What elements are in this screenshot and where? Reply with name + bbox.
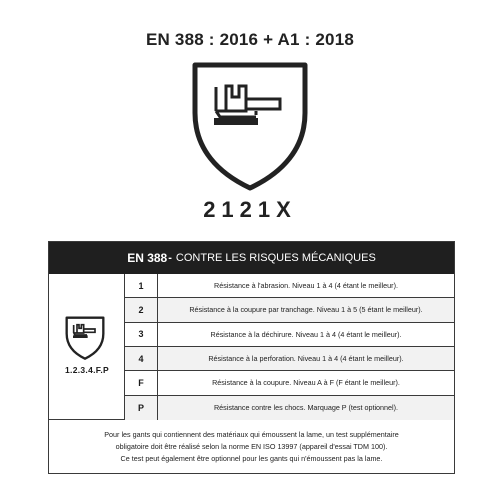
legend-code: 1.2.3.4.F.P bbox=[65, 365, 109, 375]
table-rows bbox=[49, 274, 454, 420]
table-row bbox=[125, 298, 454, 322]
row-description: Résistance à la déchirure. Niveau 1 à 4 (4 étant le meilleur). bbox=[210, 329, 402, 339]
mechanical-risk-hammer-icon bbox=[65, 316, 105, 360]
row-code: 4 bbox=[125, 347, 158, 370]
row-code: F bbox=[125, 371, 158, 394]
row-description: Résistance à l'abrasion. Niveau 1 à 4 (4 étant le meilleur). bbox=[214, 281, 398, 291]
row-description: Résistance à la perforation. Niveau 1 à 4 (4 étant le meilleur). bbox=[208, 354, 404, 364]
row-description: Résistance contre les chocs. Marquage P (test optionnel). bbox=[213, 403, 399, 413]
row-code: 1 bbox=[125, 274, 158, 297]
header-subtitle: CONTRE LES RISQUES MÉCANIQUES bbox=[175, 252, 376, 264]
standard-title: EN 388 : 2016 + A1 : 2018 bbox=[145, 30, 355, 49]
table-row bbox=[125, 347, 454, 371]
en388-table bbox=[48, 241, 455, 474]
table-row bbox=[125, 323, 454, 347]
legend-cell bbox=[49, 274, 125, 420]
table-row bbox=[125, 274, 454, 298]
header-separator: - bbox=[168, 252, 172, 264]
footer-line: Ce test peut également être optionnel pour les gants qui n'émoussent pas la lame. bbox=[120, 454, 383, 463]
row-code: 2 bbox=[125, 298, 158, 321]
mechanical-risk-hammer-icon bbox=[190, 61, 310, 191]
footer-note bbox=[49, 421, 454, 473]
row-description: Résistance à la coupure. Niveau A à F (F étant le meilleur). bbox=[212, 378, 400, 388]
row-description: Résistance à la coupure par tranchage. Niveau 1 à 5 (5 étant le meilleur). bbox=[189, 305, 423, 315]
table-row bbox=[125, 396, 454, 420]
row-code: 3 bbox=[125, 323, 158, 346]
table-row bbox=[125, 371, 454, 395]
performance-level-code: 2121X bbox=[203, 197, 297, 222]
footer-line: Pour les gants qui contiennent des matériaux qui émoussent la lame, un test supplémentaire bbox=[104, 430, 399, 439]
row-code: P bbox=[125, 396, 158, 420]
header-standard: EN 388 bbox=[127, 251, 168, 265]
table-header bbox=[49, 242, 454, 274]
footer-line: obligatoire doit être réalisé selon la norme EN ISO 13997 (appareil d'essai TDM 100). bbox=[115, 442, 388, 451]
